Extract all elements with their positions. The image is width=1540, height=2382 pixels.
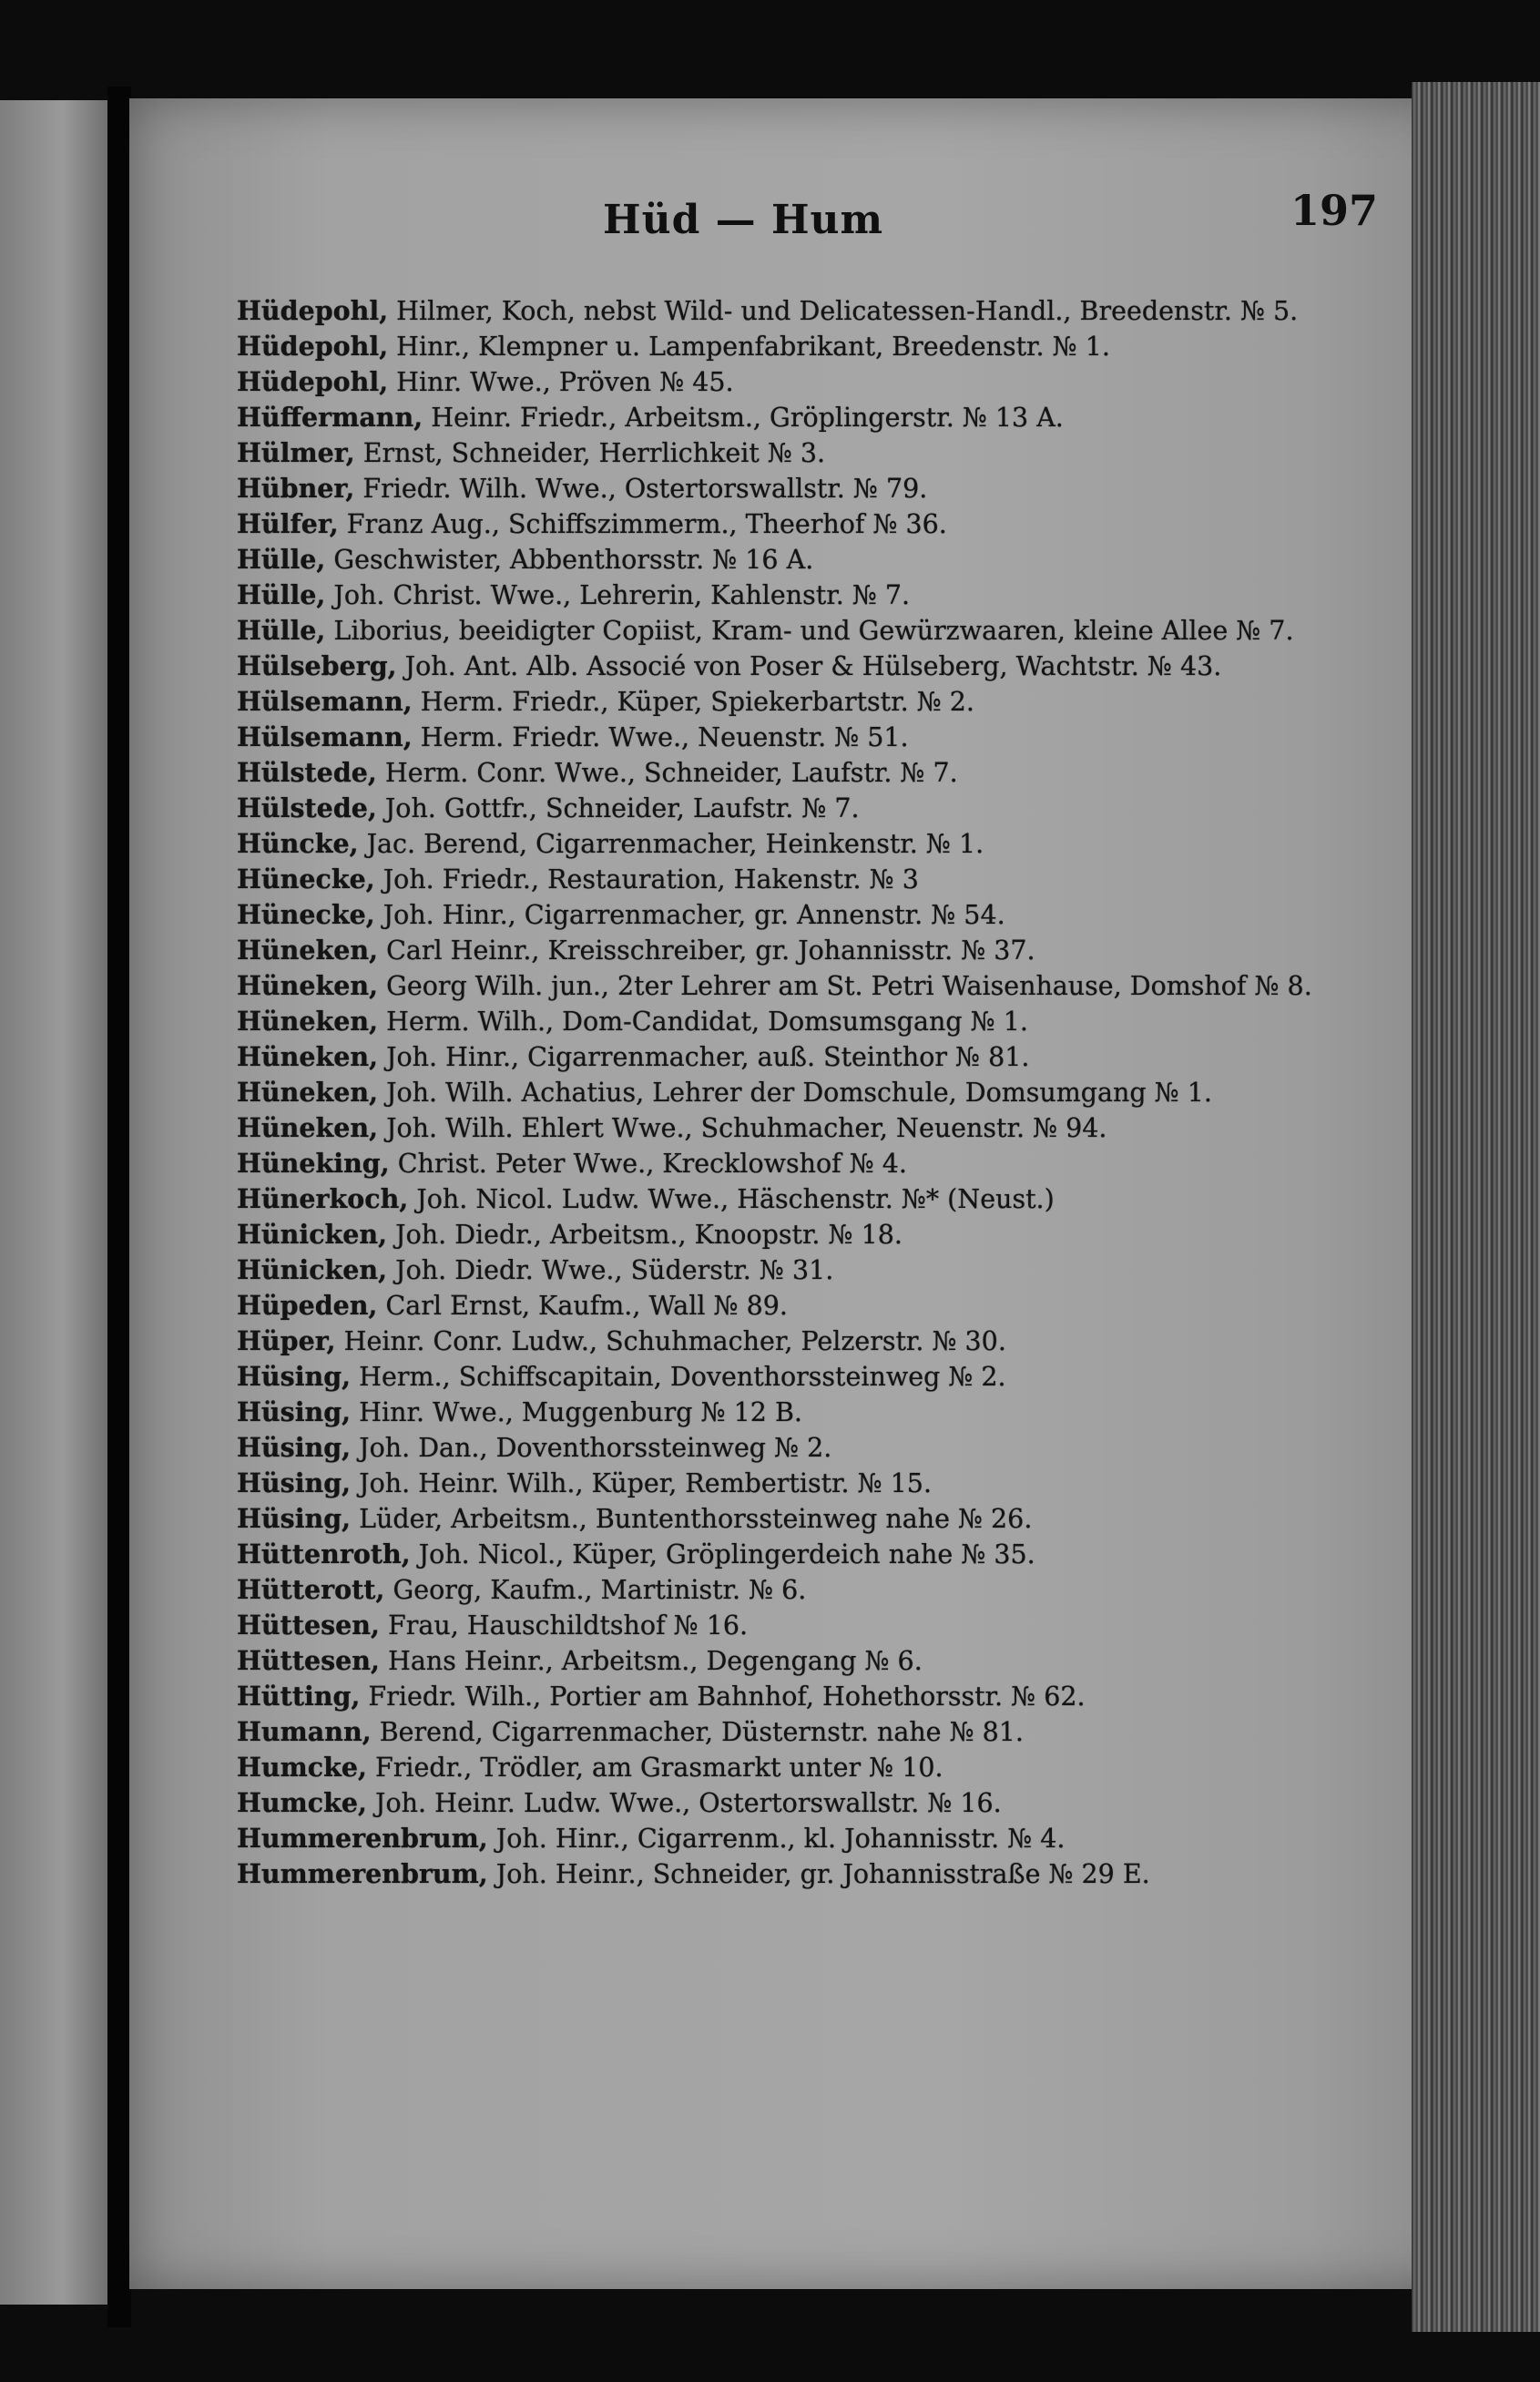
entry-surname: Hüneken,: [237, 970, 379, 1001]
directory-entry: [237, 1039, 1448, 1075]
entry-details: Joh. Hinr., Cigarrenm., kl. Johannisstr. № 4.: [487, 1824, 1066, 1854]
directory-entry: [237, 1217, 1448, 1252]
entry-details: Joh. Dan., Doventhorssteinweg № 2.: [351, 1433, 832, 1463]
facing-page-edge: [0, 100, 114, 2305]
directory-entry: [237, 1395, 1448, 1430]
entry-details: Joh. Heinr., Schneider, gr. Johannisstraße № 29 E.: [487, 1859, 1150, 1889]
entry-details: Herm., Schiffscapitain, Doventhorssteinweg № 2.: [351, 1362, 1006, 1392]
entry-surname: Hüneking,: [237, 1148, 390, 1179]
entry-details: Ernst, Schneider, Herrlichkeit № 3.: [354, 438, 826, 468]
entry-details: Joh. Ant. Alb. Associé von Poser & Hülseberg, Wachtstr. № 43.: [396, 651, 1222, 681]
entry-details: Joh. Hinr., Cigarrenmacher, auß. Steinthor № 81.: [378, 1042, 1030, 1072]
entry-details: Joh. Wilh. Achatius, Lehrer der Domschule, Domsumgang № 1.: [378, 1078, 1212, 1108]
entry-details: Herm. Wilh., Dom-Candidat, Domsumsgang № 1.: [378, 1007, 1028, 1037]
entry-surname: Hüneken,: [237, 1112, 379, 1143]
directory-entry: [237, 1501, 1448, 1537]
entry-surname: Hübner,: [237, 473, 355, 504]
directory-entry: [237, 862, 1448, 897]
directory-entry: [237, 1856, 1448, 1892]
entry-surname: Hülsemann,: [237, 721, 413, 752]
directory-entry: [237, 1359, 1448, 1395]
entry-details: Joh. Nicol., Küper, Gröplingerdeich nahe № 35.: [410, 1539, 1035, 1569]
entry-details: Joh. Diedr., Arbeitsm., Knoopstr. № 18.: [387, 1220, 903, 1250]
entry-surname: Hüneken,: [237, 1006, 379, 1037]
entry-details: Georg, Kaufm., Martinistr. № 6.: [384, 1575, 807, 1605]
directory-entry: [237, 755, 1448, 791]
entry-details: Jac. Berend, Cigarrenmacher, Heinkenstr. № 1.: [358, 829, 984, 859]
directory-entry: [237, 578, 1448, 613]
directory-entry: [237, 400, 1448, 435]
page-number: 197: [1290, 186, 1379, 235]
directory-entry: [237, 684, 1448, 720]
directory-entry: [237, 1146, 1448, 1181]
entry-details: Heinr. Conr. Ludw., Schuhmacher, Pelzerstr. № 30.: [335, 1326, 1006, 1356]
entry-surname: Hülle,: [237, 579, 326, 610]
entry-details: Friedr. Wilh. Wwe., Ostertorswallstr. № 79.: [354, 474, 928, 504]
entry-details: Joh. Diedr. Wwe., Süderstr. № 31.: [387, 1255, 834, 1285]
entry-surname: Hüsing,: [237, 1361, 352, 1392]
directory-entry: [237, 1075, 1448, 1110]
entry-details: Georg Wilh. jun., 2ter Lehrer am St. Petri Waisenhause, Domshof № 8.: [378, 971, 1312, 1001]
entry-surname: Hülstede,: [237, 792, 377, 823]
directory-entry: [237, 329, 1448, 364]
running-head: Hüd — Hum: [603, 197, 884, 243]
entry-surname: Hünicken,: [237, 1219, 388, 1250]
entry-surname: Hülle,: [237, 615, 326, 646]
entry-details: Heinr. Friedr., Arbeitsm., Gröplingerstr. № 13 A.: [423, 403, 1064, 433]
entry-details: Carl Heinr., Kreisschreiber, gr. Johannisstr. № 37.: [378, 935, 1035, 966]
directory-entry: [237, 649, 1448, 684]
entry-details: Geschwister, Abbenthorsstr. № 16 A.: [325, 545, 814, 575]
entry-surname: Hüffermann,: [237, 402, 423, 433]
entry-details: Hinr. Wwe., Pröven № 45.: [388, 367, 734, 397]
entry-details: Joh. Nicol. Ludw. Wwe., Häschenstr. №* (Neust.): [408, 1184, 1055, 1214]
entry-details: Herm. Friedr. Wwe., Neuenstr. № 51.: [412, 722, 909, 752]
directory-entry: [237, 1537, 1448, 1572]
directory-entry: [237, 1466, 1448, 1501]
entry-surname: Hüneken,: [237, 1041, 379, 1072]
entry-details: Friedr. Wilh., Portier am Bahnhof, Hohethorsstr. № 62.: [360, 1682, 1086, 1712]
directory-entry: [237, 1821, 1448, 1856]
entry-surname: Hüneken,: [237, 1077, 379, 1108]
entry-details: Herm. Conr. Wwe., Schneider, Laufstr. № 7.: [376, 758, 958, 788]
entry-details: Hilmer, Koch, nebst Wild- und Delicatessen-Handl., Breedenstr. № 5.: [388, 296, 1299, 326]
entry-details: Carl Ernst, Kaufm., Wall № 89.: [377, 1291, 788, 1321]
directory-entry: [237, 1608, 1448, 1643]
entry-surname: Hüdepohl,: [237, 295, 389, 326]
entry-details: Friedr., Trödler, am Grasmarkt unter № 10.: [366, 1753, 943, 1783]
directory-entry: [237, 1750, 1448, 1785]
directory-entry: [237, 364, 1448, 400]
entry-details: Berend, Cigarrenmacher, Düsternstr. nahe № 81.: [371, 1717, 1024, 1747]
entry-details: Hinr., Klempner u. Lampenfabrikant, Breedenstr. № 1.: [388, 332, 1110, 362]
entry-surname: Humcke,: [237, 1787, 367, 1818]
directory-page: [129, 98, 1468, 2289]
directory-entry: [237, 1679, 1448, 1714]
entry-surname: Hüsing,: [237, 1467, 352, 1498]
directory-entry: [237, 1252, 1448, 1288]
book-gutter: [107, 87, 131, 2327]
directory-entry: [237, 471, 1448, 506]
entry-surname: Hummerenbrum,: [237, 1858, 488, 1889]
entry-details: Franz Aug., Schiffszimmerm., Theerhof № 36.: [338, 509, 947, 539]
entry-surname: Hünerkoch,: [237, 1183, 409, 1214]
entry-details: Joh. Heinr. Ludw. Wwe., Ostertorswallstr. № 16.: [366, 1788, 1002, 1818]
directory-entry: [237, 791, 1448, 826]
entry-surname: Hüsing,: [237, 1432, 352, 1463]
directory-entry: [237, 826, 1448, 862]
directory-entry: [237, 1643, 1448, 1679]
entry-details: Joh. Heinr. Wilh., Küper, Rembertistr. № 15.: [351, 1468, 933, 1498]
entry-surname: Hünicken,: [237, 1254, 388, 1285]
directory-entry: [237, 720, 1448, 755]
entry-surname: Hütterott,: [237, 1574, 385, 1605]
entry-surname: Hülfer,: [237, 508, 339, 539]
entry-details: Joh. Hinr., Cigarrenmacher, gr. Annenstr. № 54.: [374, 900, 1005, 930]
entry-surname: Hünecke,: [237, 899, 375, 930]
entry-surname: Hüdepohl,: [237, 366, 389, 397]
entry-surname: Hüper,: [237, 1325, 336, 1356]
directory-entry: [237, 897, 1448, 933]
address-entries: [237, 293, 1448, 1892]
entry-surname: Hüdepohl,: [237, 331, 389, 362]
directory-entry: [237, 1324, 1448, 1359]
directory-entry: [237, 435, 1448, 471]
entry-details: Liborius, beeidigter Copiist, Kram- und Gewürzwaaren, kleine Allee № 7.: [325, 616, 1294, 646]
entry-surname: Hütting,: [237, 1681, 361, 1712]
directory-entry: [237, 293, 1448, 329]
entry-surname: Humcke,: [237, 1752, 367, 1783]
entry-surname: Hüsing,: [237, 1396, 352, 1427]
directory-entry: [237, 1714, 1448, 1750]
directory-entry: [237, 968, 1448, 1004]
directory-entry: [237, 506, 1448, 542]
entry-details: Frau, Hauschildtshof № 16.: [379, 1610, 749, 1641]
directory-entry: [237, 1572, 1448, 1608]
entry-surname: Hülle,: [237, 544, 326, 575]
entry-surname: Hülseberg,: [237, 650, 397, 681]
entry-details: Joh. Friedr., Restauration, Hakenstr. № 3: [374, 864, 919, 895]
directory-entry: [237, 1430, 1448, 1466]
directory-entry: [237, 1785, 1448, 1821]
entry-surname: Hummerenbrum,: [237, 1823, 488, 1854]
entry-surname: Humann,: [237, 1716, 372, 1747]
entry-surname: Hüttenroth,: [237, 1539, 411, 1569]
directory-entry: [237, 1288, 1448, 1324]
entry-surname: Hülstede,: [237, 757, 377, 788]
entry-surname: Hülmer,: [237, 437, 355, 468]
page-edges-stack: [1412, 82, 1540, 2332]
directory-entry: [237, 1110, 1448, 1146]
entry-details: Lüder, Arbeitsm., Buntenthorssteinweg nahe № 26.: [351, 1504, 1033, 1534]
entry-surname: Hüncke,: [237, 828, 359, 859]
entry-surname: Hüpeden,: [237, 1290, 378, 1321]
entry-details: Joh. Gottfr., Schneider, Laufstr. № 7.: [376, 793, 860, 823]
directory-entry: [237, 613, 1448, 649]
entry-details: Joh. Christ. Wwe., Lehrerin, Kahlenstr. № 7.: [325, 580, 911, 610]
entry-surname: Hülsemann,: [237, 686, 413, 717]
entry-details: Joh. Wilh. Ehlert Wwe., Schuhmacher, Neuenstr. № 94.: [378, 1113, 1107, 1143]
directory-entry: [237, 1181, 1448, 1217]
entry-surname: Hüsing,: [237, 1503, 352, 1534]
entry-surname: Hüttesen,: [237, 1645, 380, 1676]
entry-details: Christ. Peter Wwe., Krecklowshof № 4.: [389, 1149, 907, 1179]
directory-entry: [237, 933, 1448, 968]
entry-surname: Hünecke,: [237, 864, 375, 895]
entry-surname: Hüneken,: [237, 935, 379, 966]
entry-details: Herm. Friedr., Küper, Spiekerbartstr. № 2.: [412, 687, 974, 717]
directory-entry: [237, 542, 1448, 578]
directory-entry: [237, 1004, 1448, 1039]
entry-details: Hans Heinr., Arbeitsm., Degengang № 6.: [379, 1646, 923, 1676]
entry-surname: Hüttesen,: [237, 1610, 380, 1641]
entry-details: Hinr. Wwe., Muggenburg № 12 B.: [351, 1397, 802, 1427]
